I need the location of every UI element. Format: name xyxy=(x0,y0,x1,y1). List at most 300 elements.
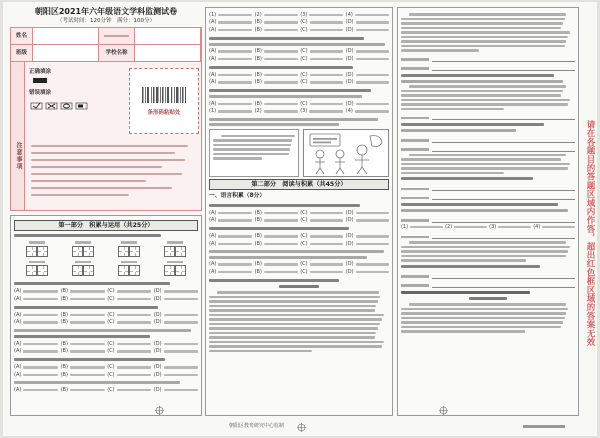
option-label: (B) xyxy=(254,209,262,216)
option xyxy=(346,27,389,34)
option-label: (D) xyxy=(153,319,162,325)
option-label: (C) xyxy=(300,19,308,25)
tianzige-boxes xyxy=(72,265,94,276)
option xyxy=(61,372,105,379)
option xyxy=(154,296,198,303)
item-marker: (1) xyxy=(209,108,217,114)
tianzige-box[interactable] xyxy=(118,246,129,257)
option xyxy=(14,387,58,394)
tianzige-boxes xyxy=(72,246,94,257)
sheet-code xyxy=(523,425,565,428)
option xyxy=(209,233,252,240)
option-label: (B) xyxy=(60,371,68,378)
answer-line[interactable] xyxy=(401,183,575,191)
answer-line[interactable] xyxy=(401,112,575,120)
option-label: (C) xyxy=(300,217,308,223)
item-text xyxy=(410,226,443,229)
option-label: (B) xyxy=(254,48,262,54)
option xyxy=(300,27,343,34)
option xyxy=(14,372,58,379)
option-text xyxy=(356,271,389,274)
text-line xyxy=(409,154,566,157)
publisher-footer: 朝阳区教育研究中心监制 xyxy=(229,423,285,429)
option xyxy=(300,210,343,217)
notes-label: 注意事项 xyxy=(15,142,22,170)
option-text xyxy=(264,21,298,24)
option-text xyxy=(218,50,252,53)
option-label: (B) xyxy=(254,19,262,25)
tianzige-box[interactable] xyxy=(26,246,37,257)
item-text xyxy=(355,110,389,113)
option-label: (D) xyxy=(153,371,162,378)
text-line xyxy=(209,327,378,330)
text-line xyxy=(409,85,566,88)
option-text xyxy=(164,350,198,353)
text-line xyxy=(217,291,379,294)
answer-line[interactable] xyxy=(401,271,575,279)
option-text xyxy=(70,314,105,317)
quote-text xyxy=(213,135,295,160)
info-label xyxy=(99,28,135,45)
notes-list xyxy=(31,140,195,201)
option xyxy=(209,56,252,63)
option-label: (D) xyxy=(153,364,162,370)
option-row xyxy=(14,364,198,371)
option-row xyxy=(14,288,198,295)
text-line xyxy=(209,350,312,353)
tianzige-group xyxy=(118,241,140,257)
tianzige-box[interactable] xyxy=(129,246,140,257)
option-text xyxy=(164,389,198,392)
answer-line[interactable] xyxy=(401,54,575,62)
tianzige-box[interactable] xyxy=(175,265,186,276)
question-heading xyxy=(14,282,170,285)
option-row xyxy=(209,261,389,268)
item-text xyxy=(264,110,298,113)
barcode-label: 条形码粘贴处 xyxy=(147,110,181,116)
option xyxy=(209,101,252,108)
option xyxy=(209,79,252,86)
option xyxy=(107,288,151,295)
option-label: (A) xyxy=(209,209,217,216)
text-line xyxy=(401,45,565,48)
info-field[interactable] xyxy=(135,28,201,45)
column-3-answer-region xyxy=(397,7,579,416)
option-text xyxy=(310,21,344,24)
option-text xyxy=(164,290,198,293)
pinyin-line xyxy=(29,241,45,244)
text-line xyxy=(401,22,563,25)
option xyxy=(61,341,105,348)
text-line xyxy=(401,321,563,324)
option-text xyxy=(310,29,344,32)
tianzige-box[interactable] xyxy=(175,246,186,257)
option xyxy=(107,319,151,326)
reading-passage xyxy=(209,291,389,352)
option xyxy=(154,288,198,295)
text-line xyxy=(213,157,262,160)
text-line xyxy=(401,308,568,311)
item xyxy=(300,12,343,19)
pinyin-line xyxy=(167,241,183,244)
option-text xyxy=(23,374,58,377)
option-row xyxy=(209,269,389,276)
option-text xyxy=(70,366,105,369)
question-line xyxy=(209,256,367,259)
answer-line[interactable] xyxy=(401,215,575,223)
item-marker: (2) xyxy=(445,223,453,230)
text-line xyxy=(401,167,568,170)
text-line xyxy=(209,318,382,321)
option-label: (D) xyxy=(345,233,354,239)
text-line xyxy=(401,31,570,34)
question-line xyxy=(209,43,385,46)
option xyxy=(255,269,298,276)
wrong-fill-marks-icon xyxy=(29,100,89,112)
tianzige-box[interactable] xyxy=(83,246,94,257)
option xyxy=(107,312,151,319)
option xyxy=(107,364,151,371)
option xyxy=(209,48,252,55)
tianzige-box[interactable] xyxy=(83,265,94,276)
item-marker: (3) xyxy=(489,223,497,230)
passage-title xyxy=(279,285,319,289)
option-label: (B) xyxy=(254,79,262,85)
option-text xyxy=(264,58,298,61)
note-line xyxy=(31,145,188,148)
option-label: (A) xyxy=(209,48,217,54)
option-row xyxy=(209,27,389,34)
item-text xyxy=(454,226,487,229)
option-label: (A) xyxy=(209,26,217,33)
answer-area-notice: 请在各题目的答题区域内作答，超出红色框区域的答案无效 xyxy=(585,120,595,347)
text-line xyxy=(401,49,479,52)
option-label: (B) xyxy=(254,217,262,223)
answer-line[interactable] xyxy=(401,231,575,239)
text-line xyxy=(401,250,568,253)
option-text xyxy=(218,58,252,61)
option-label: (D) xyxy=(345,48,354,54)
option-text xyxy=(70,321,105,324)
option-label: (A) xyxy=(14,288,22,294)
part2-banner: 第二部分 阅读与积累（共45分） xyxy=(209,179,389,190)
option-label: (B) xyxy=(60,364,68,370)
text-line xyxy=(209,314,384,317)
option-row xyxy=(209,19,389,26)
option-row xyxy=(209,101,389,108)
passage-title xyxy=(469,297,507,301)
item xyxy=(445,224,487,231)
name-field[interactable] xyxy=(33,28,99,45)
school-label: 学校名称 xyxy=(99,45,135,62)
text-line xyxy=(209,296,380,299)
pinyin-line xyxy=(75,241,91,244)
option-label: (C) xyxy=(107,364,115,370)
item xyxy=(401,224,443,231)
question-heading xyxy=(401,74,554,77)
option-label: (C) xyxy=(300,240,308,247)
option-text xyxy=(23,343,58,346)
option xyxy=(14,364,58,371)
option xyxy=(107,387,151,394)
option-label: (A) xyxy=(209,55,217,62)
option-label: (A) xyxy=(209,240,217,247)
option-text xyxy=(117,298,152,301)
item-text xyxy=(309,110,343,113)
option xyxy=(255,48,298,55)
barcode-icon xyxy=(141,86,187,104)
option-text xyxy=(23,389,58,392)
option-label: (A) xyxy=(209,79,217,85)
option xyxy=(14,288,58,295)
option-label: (D) xyxy=(345,19,354,25)
tianzige-box[interactable] xyxy=(26,265,37,276)
item xyxy=(346,108,389,115)
option-text xyxy=(23,290,58,293)
option-label: (B) xyxy=(254,268,262,275)
option xyxy=(300,72,343,79)
option-label: (C) xyxy=(107,371,115,378)
text-line xyxy=(209,336,375,339)
option xyxy=(107,372,151,379)
question-line xyxy=(14,329,191,332)
tianzige-box[interactable] xyxy=(118,265,129,276)
option xyxy=(61,319,105,326)
item xyxy=(489,224,531,231)
item-text xyxy=(218,14,252,17)
option-row xyxy=(14,319,198,326)
option-row xyxy=(209,241,389,248)
option-label: (A) xyxy=(14,295,22,302)
option xyxy=(154,312,198,319)
option-row xyxy=(209,48,389,55)
option xyxy=(154,372,198,379)
option xyxy=(154,319,198,326)
tianzige-group xyxy=(164,241,186,257)
text-line xyxy=(401,326,561,329)
correct-fill-label: 正确填涂 xyxy=(29,69,52,75)
option-label: (C) xyxy=(300,233,308,239)
text-line xyxy=(209,309,375,312)
option-label: (C) xyxy=(300,261,308,267)
question-heading xyxy=(401,265,540,268)
option-label: (A) xyxy=(14,319,22,325)
class-field[interactable] xyxy=(33,45,99,62)
option-text xyxy=(218,74,252,77)
option-label: (C) xyxy=(300,268,308,275)
section-heading-reading xyxy=(209,279,339,282)
tianzige-boxes xyxy=(26,265,48,276)
option-text xyxy=(356,103,389,106)
option-text xyxy=(264,74,298,77)
option xyxy=(14,296,58,303)
option xyxy=(61,348,105,355)
item xyxy=(255,108,298,115)
text-line xyxy=(401,99,570,102)
answer-line[interactable] xyxy=(401,280,575,288)
option xyxy=(300,48,343,55)
item-row xyxy=(401,224,575,231)
notes-strip xyxy=(11,62,25,210)
option-text xyxy=(264,235,298,238)
option-label: (A) xyxy=(209,261,217,267)
tianzige-box[interactable] xyxy=(164,265,175,276)
tianzige-box[interactable] xyxy=(72,265,83,276)
option-text xyxy=(117,374,152,377)
pinyin-line xyxy=(121,261,137,264)
student-info-box xyxy=(10,27,202,211)
option-text xyxy=(218,212,252,215)
option-label: (A) xyxy=(209,233,217,239)
option xyxy=(255,72,298,79)
answer-line[interactable] xyxy=(401,135,575,143)
item-text xyxy=(218,110,252,113)
option-label: (C) xyxy=(107,340,115,347)
tianzige-box[interactable] xyxy=(37,265,48,276)
option-row xyxy=(14,348,198,355)
question-line xyxy=(14,381,180,384)
passage-text xyxy=(401,241,575,262)
quote-box xyxy=(209,129,299,177)
option xyxy=(346,241,389,248)
tianzige-box[interactable] xyxy=(72,246,83,257)
item-marker: (4) xyxy=(533,223,541,230)
option xyxy=(255,56,298,63)
item-marker: (3) xyxy=(300,11,308,18)
option-label: (A) xyxy=(14,364,22,370)
option-text xyxy=(218,103,252,106)
option-text xyxy=(218,219,252,222)
question-heading xyxy=(209,37,364,40)
option xyxy=(346,261,389,268)
option-label: (D) xyxy=(153,295,162,302)
option-label: (D) xyxy=(153,340,162,347)
option xyxy=(255,233,298,240)
option-text xyxy=(23,321,58,324)
item-marker: (4) xyxy=(345,108,353,114)
option-text xyxy=(310,243,344,246)
option-text xyxy=(310,235,344,238)
option-label: (B) xyxy=(60,386,68,393)
tianzige-box[interactable] xyxy=(37,246,48,257)
option xyxy=(300,19,343,26)
text-line xyxy=(401,172,504,175)
option-label: (C) xyxy=(300,26,308,33)
pinyin-line xyxy=(75,261,91,264)
option xyxy=(300,79,343,86)
text-line xyxy=(209,323,380,326)
item xyxy=(255,12,298,19)
option xyxy=(300,56,343,63)
question-heading xyxy=(401,123,544,126)
option-row xyxy=(209,72,389,79)
text-line xyxy=(221,135,295,138)
option-row xyxy=(209,210,389,217)
tianzige-box[interactable] xyxy=(129,265,140,276)
option-text xyxy=(310,74,344,77)
fill-instructions xyxy=(29,68,125,134)
item-marker: (1) xyxy=(209,11,217,18)
option-row xyxy=(209,217,389,224)
option-label: (C) xyxy=(107,348,115,354)
option xyxy=(346,269,389,276)
option-text xyxy=(23,298,58,301)
option-label: (B) xyxy=(254,100,262,107)
tianzige-boxes xyxy=(164,246,186,257)
option-label: (A) xyxy=(209,217,217,223)
option xyxy=(209,27,252,34)
option xyxy=(346,101,389,108)
text-line xyxy=(401,108,504,111)
option-label: (A) xyxy=(209,19,217,25)
school-field[interactable] xyxy=(135,45,201,62)
option xyxy=(14,341,58,348)
tianzige-group xyxy=(26,241,48,257)
option-text xyxy=(356,21,389,24)
note-line xyxy=(31,194,129,197)
tianzige-boxes xyxy=(118,246,140,257)
option-text xyxy=(70,350,105,353)
option-text xyxy=(218,263,252,266)
column-2-answer-region xyxy=(205,7,393,416)
option-text xyxy=(117,314,152,317)
question-heading xyxy=(14,335,150,338)
option-text xyxy=(264,243,298,246)
item xyxy=(209,12,252,19)
tianzige-row xyxy=(14,260,198,280)
option-label: (B) xyxy=(254,240,262,247)
option-text xyxy=(117,290,152,293)
text-line xyxy=(209,300,378,303)
text-line xyxy=(401,312,566,315)
option xyxy=(300,241,343,248)
option-label: (D) xyxy=(153,386,162,393)
answer-line[interactable] xyxy=(401,63,575,71)
option-label: (D) xyxy=(345,268,354,275)
option xyxy=(61,312,105,319)
question-line xyxy=(401,209,568,212)
option-row xyxy=(14,341,198,348)
answer-line[interactable] xyxy=(401,192,575,200)
item-text xyxy=(309,14,343,17)
part1-banner: 第一部分 积累与运用（共25分） xyxy=(14,220,198,231)
option-text xyxy=(23,314,58,317)
option xyxy=(346,19,389,26)
text-line xyxy=(209,332,376,335)
question-heading xyxy=(14,234,161,237)
option-label: (B) xyxy=(60,311,68,318)
option-label: (B) xyxy=(254,55,262,62)
tianzige-box[interactable] xyxy=(164,246,175,257)
option-text xyxy=(356,235,389,238)
name-label: 姓名 xyxy=(11,28,33,45)
option xyxy=(346,233,389,240)
option-label: (B) xyxy=(60,295,68,302)
option-text xyxy=(218,21,252,24)
option-label: (C) xyxy=(107,295,115,302)
option xyxy=(209,261,252,268)
option xyxy=(107,341,151,348)
registration-mark-icon xyxy=(439,406,448,415)
option xyxy=(14,312,58,319)
answer-sheet-page xyxy=(3,2,597,436)
item-marker: (3) xyxy=(300,108,308,114)
tianzige-boxes xyxy=(26,246,48,257)
option-label: (B) xyxy=(254,26,262,33)
option-label: (C) xyxy=(300,209,308,216)
option-label: (D) xyxy=(345,100,354,107)
answer-line[interactable] xyxy=(401,144,575,152)
